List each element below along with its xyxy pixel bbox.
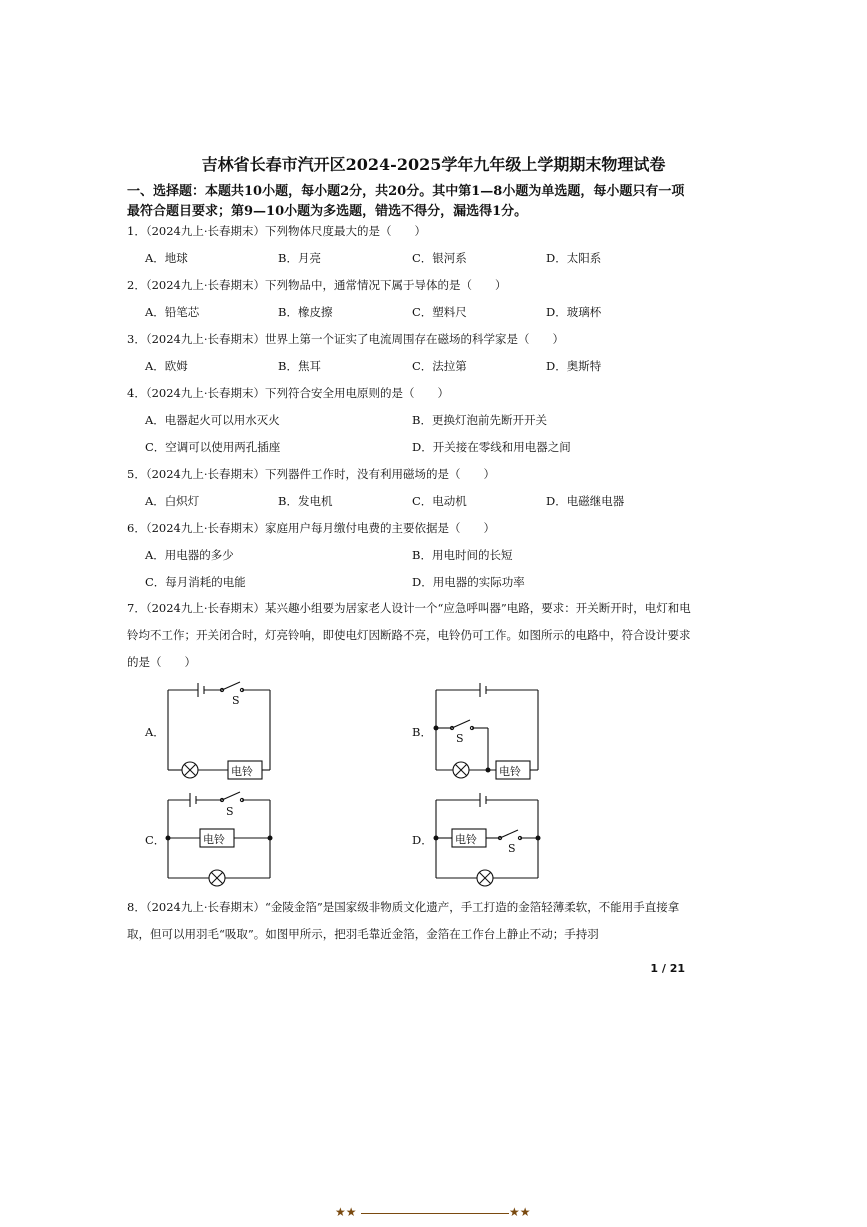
q1-option-d: D．太阳系: [546, 251, 602, 265]
question-8-stem: 8．（2024九上·长春期末）“金陵金箔”是国家级非物质文化遗产，手工打造的金箔轻薄柔软，不能用手直接拿取，但可以用羽毛“吸取”。如图甲所示，把羽毛靠近金箔，金箔在工作台上静止不动；手持羽: [127, 900, 680, 941]
q4-option-a: A．电器起火可以用水灭火: [145, 413, 280, 427]
q1-option-b: B．月亮: [278, 251, 321, 265]
q6-option-a: A．用电器的多少: [145, 548, 234, 562]
q2-option-d: D．玻璃杯: [546, 305, 602, 319]
circuit-a-diagram: [160, 680, 280, 780]
switch-label: S: [232, 694, 240, 707]
circuit-b-label: B．: [412, 725, 432, 739]
circuit-b-diagram: [428, 680, 548, 780]
q6-option-b: B．用电时间的长短: [412, 548, 513, 562]
q5-option-d: D．电磁继电器: [546, 494, 625, 508]
bell-label: 电铃: [231, 765, 253, 778]
question-3-stem: 3．（2024九上·长春期末）世界上第一个证实了电流周围存在磁场的科学家是（ ）: [127, 332, 564, 346]
switch-label: S: [508, 842, 516, 855]
page-title: 吉林省长春市汽开区2024-2025学年九年级上学期期末物理试卷: [201, 155, 666, 174]
circuit-a-label: A．: [145, 725, 165, 739]
star-icon: ★★: [509, 1205, 531, 1219]
circuit-d-label: D．: [412, 833, 433, 847]
circuit-c-diagram: [160, 790, 280, 890]
q5-option-b: B．发电机: [278, 494, 333, 508]
footer-ornament: [335, 1205, 535, 1221]
switch-icon: [452, 720, 470, 728]
bell-label: 电铃: [499, 765, 521, 778]
question-6-stem: 6．（2024九上·长春期末）家庭用户每月缴付电费的主要依据是（ ）: [127, 521, 495, 535]
q3-option-b: B．焦耳: [278, 359, 321, 373]
q3-option-c: C．法拉第: [412, 359, 467, 373]
q2-option-b: B．橡皮擦: [278, 305, 333, 319]
q3-option-a: A．欧姆: [145, 359, 188, 373]
page-number: 1 / 21: [650, 962, 685, 975]
switch-icon: [500, 830, 518, 838]
star-icon: ★★: [335, 1205, 357, 1219]
q4-option-c: C．空调可以使用两孔插座: [145, 440, 281, 454]
q6-option-c: C．每月消耗的电能: [145, 575, 246, 589]
switch-icon: [222, 792, 240, 800]
q2-option-a: A．铅笔芯: [145, 305, 200, 319]
question-1-stem: 1．（2024九上·长春期末）下列物体尺度最大的是（ ）: [127, 224, 426, 238]
q3-option-d: D．奥斯特: [546, 359, 602, 373]
circuit-d-diagram: [428, 790, 548, 890]
footer-rule: [361, 1213, 509, 1214]
q5-option-a: A．白炽灯: [145, 494, 200, 508]
switch-icon: [222, 682, 240, 690]
question-5-stem: 5．（2024九上·长春期末）下列器件工作时，没有利用磁场的是（ ）: [127, 467, 495, 481]
q4-option-b: B．更换灯泡前先断开开关: [412, 413, 547, 427]
question-2-stem: 2．（2024九上·长春期末）下列物品中，通常情况下属于导体的是（ ）: [127, 278, 507, 292]
q1-option-c: C．银河系: [412, 251, 467, 265]
question-7-stem: 7．（2024九上·长春期末）某兴趣小组要为居家老人设计一个“应急呼叫器”电路，要求：开关断开时，电灯和电铃均不工作；开关闭合时，灯亮铃响，即使电灯因断路不亮，电铃仍可工作。如图所示的电路中，符合设计要求的是（ ）: [127, 601, 691, 669]
q5-option-c: C．电动机: [412, 494, 467, 508]
circuit-c-label: C．: [145, 833, 166, 847]
bell-label: 电铃: [455, 833, 477, 846]
question-4-stem: 4．（2024九上·长春期末）下列符合安全用电原则的是（ ）: [127, 386, 449, 400]
switch-label: S: [456, 732, 464, 745]
section-heading: 一、选择题：本题共10小题，每小题2分，共20分。其中第1—8小题为单选题，每小题只有一项最符合题目要求；第9—10小题为多选题，错选不得分，漏选得1分。: [127, 184, 685, 219]
q4-option-d: D．开关接在零线和用电器之间: [412, 440, 571, 454]
q6-option-d: D．用电器的实际功率: [412, 575, 525, 589]
q2-option-c: C．塑料尺: [412, 305, 467, 319]
q1-option-a: A．地球: [145, 251, 188, 265]
switch-label: S: [226, 805, 234, 818]
bell-label: 电铃: [203, 833, 225, 846]
